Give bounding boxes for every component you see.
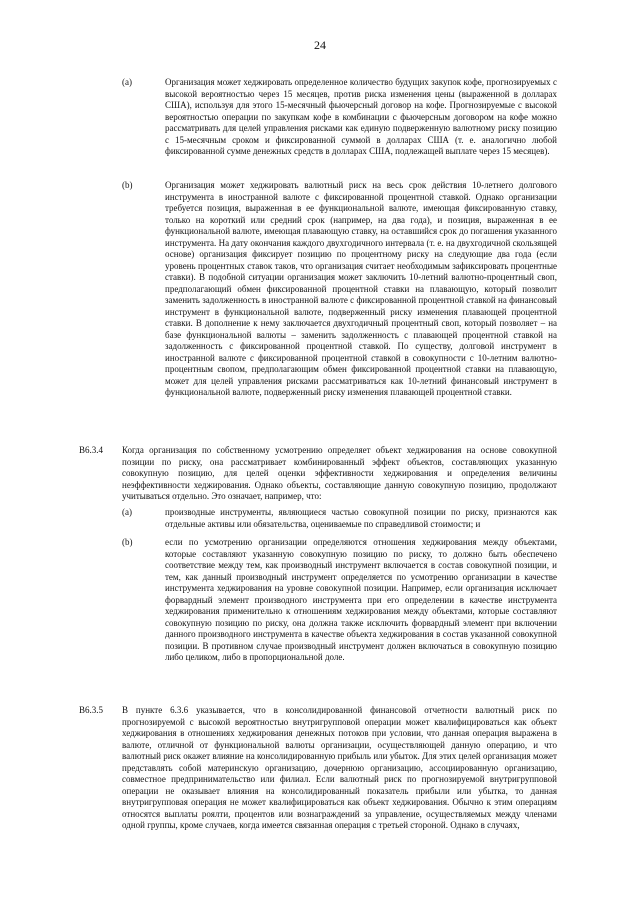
section-b634-item-b-text: если по усмотрению организации определяются отношения хеджирования между объектами, которые составляют указанную совокупную позицию по риску, то должно быть обеспечено соответствие между тем, как производный инструмент включается в состав совокупной позиции, и тем, как данный производный инструмент определяется по усмотрению организации в качестве инструмента хеджирования на уровне совокупной позиции. Например, если организация исключает форвардный элемент производного инструмента при его определении в качестве инструмента хеджирования применительно к отношениям хеджирования между объектами, которые составляют совокупную позицию по риску, она должна также исключить форвардный элемент при включении данного производного инструмента в качестве объекта хеджирования в состав указанной совокупной позиции. В противном случае производный инструмент должен включаться в совокупную позицию либо целиком, либо в пропорциональной доле. — [165, 537, 557, 662]
section-b634-item-a-marker: (a) — [122, 507, 132, 517]
section-b635-text: В пункте 6.3.6 указывается, что в консолидированной финансовой отчетности валютный риск по прогнозируемой с высокой вероятностью внутригрупповой операции может квалифицироваться как объект хеджирования в отношениях хеджирования денежных потоков при условии, что данная операция выражена в валюте, отличной от функциональной валюты организации, осуществляющей данную операцию, и что валютный риск окажет влияние на консолидированную прибыль или убыток. Для этих целей организация может представлять собой материнскую организацию, дочернюю организацию, ассоциированную организацию, совместное предпринимательство или филиал. Если валютный риск по прогнозируемой внутригрупповой операции не оказывает влияния на консолидированный показатель прибыли или убытка, то данная внутригрупповая операция не может квалифицироваться как объект хеджирования. Обычно к этим операциям относятся выплаты роялти, процентов или вознаграждений за управление, осуществляемых между членами одной группы, кроме случаев, когда имеется связанная операция с третьей стороной. Однако в случаях, — [122, 705, 557, 830]
section-b634-item-a-text: производные инструменты, являющиеся частью совокупной позиции по риску, признаются как отдельные активы или обязательства, оцениваемые по справедливой стоимости; и — [165, 507, 557, 529]
item-b-marker: (b) — [122, 180, 133, 190]
item-a-text: Организация может хеджировать определенное количество будущих закупок кофе, прогнозируемых с высокой вероятностью через 15 месяцев, против риска изменения цены (выраженной в долларах США), используя для этого 15-месячный фьючерсный договор на кофе. Прогнозируемые с высокой вероятностью операции по закупкам кофе в комбинации с фьючерсным договором на кофе можно рассматривать для целей управления рисками как единую подверженную валютному риску позицию с 15-месячным сроком и фиксированной суммой в долларах США (т. е. аналогично любой фиксированной сумме денежных средств в долларах США, подлежащей выплате через 15 месяцев). — [165, 77, 557, 156]
page-number: 24 — [314, 38, 326, 52]
section-b634-text: Когда организация по собственному усмотрению определяет объект хеджирования на основе совокупной позиции по риску, она рассматривает комбинированный эффект объектов, составляющих указанную совокупную позицию, для целей оценки эффективности хеджирования и определения величины неэффективности хеджирования. Однако объекты, составляющие данную совокупную позицию, продолжают учитываться отдельно. Это означает, например, что: — [122, 445, 557, 501]
section-b634-item-b-marker: (b) — [122, 537, 133, 547]
section-b635-label: B6.3.5 — [79, 705, 104, 715]
item-b-text: Организация может хеджировать валютный риск на весь срок действия 10-летнего долгового инструмента в иностранной валюте с фиксированной процентной ставкой. Однако организации требуется позиция, выраженная в ее функциональной валюте, имеющая фиксированную ставку, только на короткий или средний срок (например, на два года), и позиция, выраженная в ее функциональной валюте, имеющая плавающую ставку, на оставшийся срок до погашения указанного инструмента. На дату окончания каждого двухгодичного интервала (т. е. на двухгодичной скользящей основе) организация фиксирует позицию по процентному риску на следующие два года (если уровень процентных ставок таков, что организация считает необходимым зафиксировать процентные ставки). В подобной ситуации организация может заключить 10-летний валютно-процентный своп, предполагающий обмен фиксированной процентной ставки на плавающую, который позволит заменить задолженность в иностранной валюте с фиксированной процентной ставкой на финансовый инструмент в функциональной валюте, подверженный риску изменения плавающей процентной ставки. В дополнение к нему заключается двухгодичный процентный своп, который позволяет – на базе функциональной валюты – заменить задолженность с плавающей процентной ставкой на задолженность с фиксированной процентной ставкой. По существу, долговой инструмент в иностранной валюте с фиксированной процентной ставкой в совокупности с 10-летним валютно-процентным свопом, предполагающим обмен фиксированной процентной ставки на плавающую, может для целей управления рисками рассматриваться как 10-летний финансовый инструмент в функциональной валюте, подверженный риску изменения плавающей процентной ставки. — [165, 180, 557, 397]
item-a-marker: (a) — [122, 77, 132, 87]
section-b634-label: B6.3.4 — [79, 445, 104, 455]
